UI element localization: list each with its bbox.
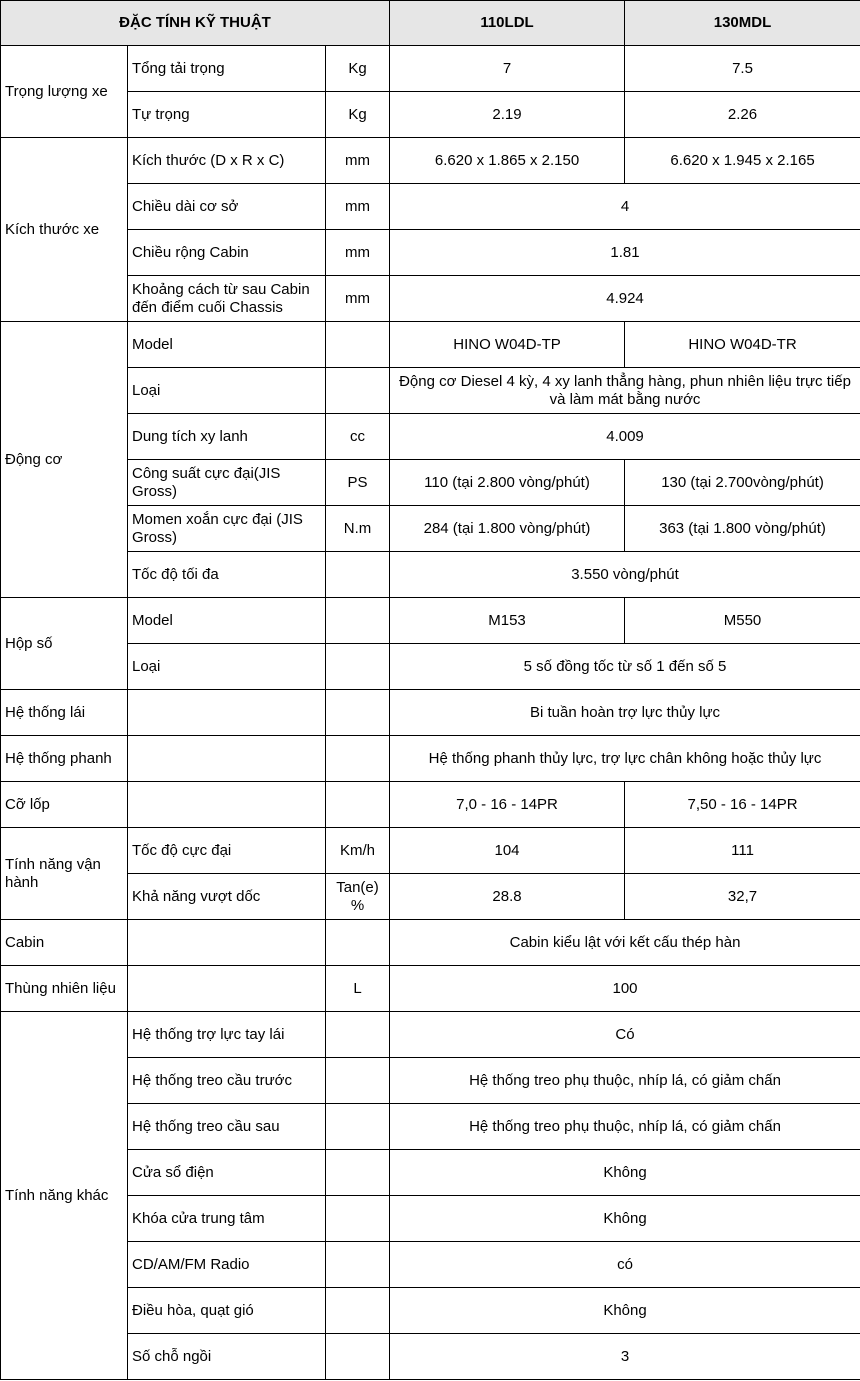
value-shared: 4 [390, 184, 860, 230]
unit-cell [326, 1196, 390, 1242]
value-a: HINO W04D-TP [390, 322, 625, 368]
group-weight: Trọng lượng xe [1, 46, 128, 138]
table-row [1, 1288, 860, 1334]
value-a: 2.19 [390, 92, 625, 138]
table-row [1, 46, 860, 92]
value-shared: Không [390, 1288, 860, 1334]
table-row [1, 230, 860, 276]
table-row [1, 1334, 860, 1380]
unit-cell: L [326, 966, 390, 1012]
table-row [1, 1150, 860, 1196]
value-b: 32,7 [625, 874, 860, 920]
item-label: Số chỗ ngồi [128, 1334, 326, 1380]
value-b: 6.620 x 1.945 x 2.165 [625, 138, 860, 184]
item-label: Model [128, 598, 326, 644]
item-label: Chiều rộng Cabin [128, 230, 326, 276]
spec-header: ĐẶC TÍNH KỸ THUẬT [1, 1, 390, 46]
group-fuel-tank: Thùng nhiên liệu [1, 966, 128, 1012]
item-label [128, 690, 326, 736]
unit-cell: mm [326, 230, 390, 276]
item-label: Tốc độ cực đại [128, 828, 326, 874]
table-row [1, 368, 860, 414]
item-label: Kích thước (D x R x C) [128, 138, 326, 184]
table-row [1, 138, 860, 184]
unit-cell [326, 1012, 390, 1058]
value-shared: Có [390, 1012, 860, 1058]
value-shared: 5 số đồng tốc từ số 1 đến số 5 [390, 644, 860, 690]
value-shared: 4.924 [390, 276, 860, 322]
value-b: 7,50 - 16 - 14PR [625, 782, 860, 828]
unit-cell: Tan(e) % [326, 874, 390, 920]
item-label: Tự trọng [128, 92, 326, 138]
table-row [1, 598, 860, 644]
table-row [1, 736, 860, 782]
item-label: Điều hòa, quạt gió [128, 1288, 326, 1334]
value-a: 28.8 [390, 874, 625, 920]
table-row [1, 506, 860, 552]
value-shared: Bi tuần hoàn trợ lực thủy lực [390, 690, 860, 736]
unit-cell [326, 1334, 390, 1380]
unit-cell [326, 1058, 390, 1104]
unit-cell [326, 644, 390, 690]
value-a: 284 (tại 1.800 vòng/phút) [390, 506, 625, 552]
value-shared: 3.550 vòng/phút [390, 552, 860, 598]
unit-cell [326, 552, 390, 598]
table-row [1, 1012, 860, 1058]
item-label [128, 966, 326, 1012]
unit-cell: Kg [326, 92, 390, 138]
value-b: 111 [625, 828, 860, 874]
item-label: Khóa cửa trung tâm [128, 1196, 326, 1242]
value-a: 6.620 x 1.865 x 2.150 [390, 138, 625, 184]
table-row [1, 552, 860, 598]
unit-cell: cc [326, 414, 390, 460]
item-label: Loại [128, 368, 326, 414]
group-tire: Cỡ lốp [1, 782, 128, 828]
table-row [1, 1196, 860, 1242]
table-row [1, 276, 860, 322]
value-a: 110 (tại 2.800 vòng/phút) [390, 460, 625, 506]
item-label: Momen xoắn cực đại (JIS Gross) [128, 506, 326, 552]
unit-cell: mm [326, 276, 390, 322]
unit-cell [326, 1242, 390, 1288]
unit-cell [326, 1104, 390, 1150]
item-label: Hệ thống treo cầu sau [128, 1104, 326, 1150]
value-b: HINO W04D-TR [625, 322, 860, 368]
item-label: Công suất cực đại(JIS Gross) [128, 460, 326, 506]
value-a: 7 [390, 46, 625, 92]
table-row [1, 644, 860, 690]
table-row [1, 874, 860, 920]
header-row [1, 1, 860, 46]
value-shared: 1.81 [390, 230, 860, 276]
value-shared: 4.009 [390, 414, 860, 460]
item-label: CD/AM/FM Radio [128, 1242, 326, 1288]
value-shared: Hệ thống treo phụ thuộc, nhíp lá, có giảm chấn [390, 1104, 860, 1150]
model-b-header: 130MDL [625, 1, 860, 46]
value-shared: có [390, 1242, 860, 1288]
unit-cell [326, 920, 390, 966]
group-engine: Động cơ [1, 322, 128, 598]
group-cabin: Cabin [1, 920, 128, 966]
value-a: M153 [390, 598, 625, 644]
value-b: M550 [625, 598, 860, 644]
table-row [1, 1242, 860, 1288]
table-row [1, 920, 860, 966]
group-gearbox: Hộp số [1, 598, 128, 690]
table-row [1, 782, 860, 828]
item-label: Khả năng vượt dốc [128, 874, 326, 920]
unit-cell [326, 598, 390, 644]
value-b: 2.26 [625, 92, 860, 138]
item-label: Hệ thống trợ lực tay lái [128, 1012, 326, 1058]
table-row [1, 1104, 860, 1150]
value-b: 7.5 [625, 46, 860, 92]
unit-cell [326, 1288, 390, 1334]
table-row [1, 966, 860, 1012]
unit-cell: Km/h [326, 828, 390, 874]
unit-cell: Kg [326, 46, 390, 92]
unit-cell [326, 322, 390, 368]
group-steering: Hệ thống lái [1, 690, 128, 736]
table-row [1, 460, 860, 506]
model-a-header: 110LDL [390, 1, 625, 46]
unit-cell: mm [326, 138, 390, 184]
item-label: Chiều dài cơ sở [128, 184, 326, 230]
table-row [1, 322, 860, 368]
table-row [1, 828, 860, 874]
value-shared: Hệ thống treo phụ thuộc, nhíp lá, có giảm chấn [390, 1058, 860, 1104]
value-shared: Hệ thống phanh thủy lực, trợ lực chân không hoặc thủy lực [390, 736, 860, 782]
item-label [128, 736, 326, 782]
group-dimension: Kích thước xe [1, 138, 128, 322]
value-shared: 3 [390, 1334, 860, 1380]
group-brake: Hệ thống phanh [1, 736, 128, 782]
value-a: 104 [390, 828, 625, 874]
unit-cell [326, 1150, 390, 1196]
item-label: Model [128, 322, 326, 368]
table-row [1, 1058, 860, 1104]
item-label: Hệ thống treo cầu trước [128, 1058, 326, 1104]
item-label: Tổng tải trọng [128, 46, 326, 92]
unit-cell [326, 736, 390, 782]
item-label: Khoảng cách từ sau Cabin đến điểm cuối Chassis [128, 276, 326, 322]
item-label: Tốc độ tối đa [128, 552, 326, 598]
value-b: 363 (tại 1.800 vòng/phút) [625, 506, 860, 552]
item-label: Dung tích xy lanh [128, 414, 326, 460]
unit-cell [326, 368, 390, 414]
group-other: Tính năng khác [1, 1012, 128, 1380]
unit-cell [326, 690, 390, 736]
unit-cell: PS [326, 460, 390, 506]
value-shared: 100 [390, 966, 860, 1012]
value-shared: Động cơ Diesel 4 kỳ, 4 xy lanh thẳng hàng, phun nhiên liệu trực tiếp và làm mát bằng nước [390, 368, 860, 414]
item-label [128, 782, 326, 828]
value-shared: Không [390, 1150, 860, 1196]
value-shared: Không [390, 1196, 860, 1242]
group-performance: Tính năng vận hành [1, 828, 128, 920]
item-label [128, 920, 326, 966]
table-row [1, 414, 860, 460]
value-shared: Cabin kiểu lật với kết cấu thép hàn [390, 920, 860, 966]
table-row [1, 184, 860, 230]
table-row [1, 92, 860, 138]
item-label: Cửa sổ điện [128, 1150, 326, 1196]
table-row [1, 690, 860, 736]
unit-cell: N.m [326, 506, 390, 552]
item-label: Loại [128, 644, 326, 690]
value-b: 130 (tại 2.700vòng/phút) [625, 460, 860, 506]
value-a: 7,0 - 16 - 14PR [390, 782, 625, 828]
unit-cell [326, 782, 390, 828]
unit-cell: mm [326, 184, 390, 230]
